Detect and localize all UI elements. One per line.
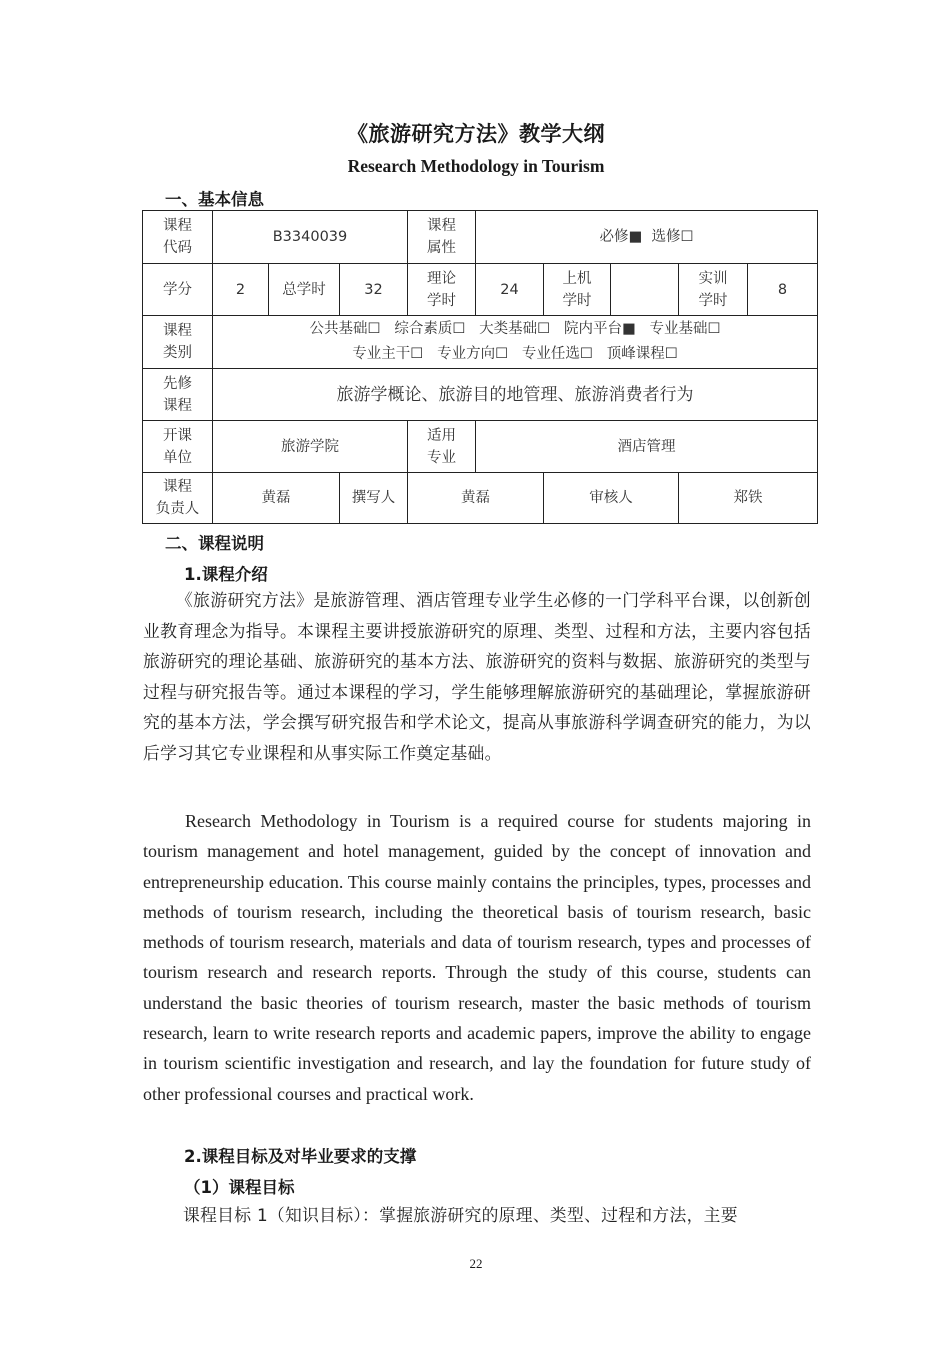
reviewer-value: 郑铁 (679, 473, 818, 524)
table-row (143, 316, 818, 369)
credit-label: 学分 (143, 264, 213, 316)
category-label: 课程 类别 (143, 316, 213, 369)
theory-hours-label: 理论 学时 (408, 264, 476, 316)
total-hours-label: 总学时 (269, 264, 340, 316)
writer-label: 撰写人 (340, 473, 408, 524)
major-label: 适用 专业 (408, 421, 476, 473)
table-row (143, 264, 818, 316)
practice-hours-label: 实训 学时 (679, 264, 748, 316)
page-number: 22 (469, 1256, 483, 1271)
course-nature-value: 必修■ 选修☐ (476, 211, 818, 264)
table-row (143, 211, 818, 264)
theory-hours-value: 24 (476, 264, 544, 316)
category-line-1: 公共基础☐ 综合素质☐ 大类基础☐ 院内平台■ 专业基础☐ (309, 321, 721, 337)
table-row (143, 369, 818, 421)
course-goal-1: 课程目标 1（知识目标）：掌握旅游研究的原理、类型、过程和方法，主要 (183, 1205, 738, 1225)
document-subtitle: Research Methodology in Tourism (347, 156, 605, 176)
reviewer-label: 审核人 (544, 473, 679, 524)
table-row (143, 421, 818, 473)
course-goals-heading: 2.课程目标及对毕业要求的支撑 (184, 1147, 417, 1166)
computer-hours-label: 上机 学时 (544, 264, 611, 316)
credit-value: 2 (213, 264, 269, 316)
course-code-value: B3340039 (213, 211, 408, 264)
department-label: 开课 单位 (143, 421, 213, 473)
category-value (213, 316, 818, 369)
course-intro-chinese: 《旅游研究方法》是旅游管理、酒店管理专业学生必修的一门学科平台课，以创新创业教育理念为指导。本课程主要讲授旅游研究的原理、类型、过程和方法，主要内容包括旅游研究的理论基础、旅游研究的基本方法、旅游研究的资料与数据、旅游研究的类型与过程与研究报告等。通过本课程的学习，学生能够理解旅游研究的基础理论，掌握旅游研究的基本方法，学会撰写研究报告和学术论文，提高从事旅游科学调查研究的能力，为以后学习其它专业课程和从事实际工作奠定基础。 (143, 590, 811, 763)
practice-hours-value: 8 (748, 264, 818, 316)
course-code-label: 课程 代码 (143, 211, 213, 264)
prerequisite-value: 旅游学概论、旅游目的地管理、旅游消费者行为 (213, 369, 818, 421)
owner-label: 课程 负责人 (143, 473, 213, 524)
computer-hours-value (611, 264, 679, 316)
course-intro-english: Research Methodology in Tourism is a required course for students majoring in tourism management and hotel management, guided by the concept of innovation and entrepreneurship education. This course mainly contains the principles, types, processes and methods of tourism research, including the theoretical basis of tourism research, basic methods of tourism research, materials and data of tourism research, types and processes of tourism research and research reports. Through the study of this course, students can understand the basic theories of tourism research, master the basic methods of tourism research, learn to write research reports and academic papers, improve the ability to engage in tourism scientific investigation and research, and lay the foundation for future study of other professional courses and practical work. (143, 811, 811, 1104)
course-goals-subheading: （1）课程目标 (184, 1178, 295, 1197)
basic-info-table (142, 210, 818, 524)
prerequisite-label: 先修 课程 (143, 369, 213, 421)
document-title: 《旅游研究方法》教学大纲 (347, 122, 605, 146)
owner-value: 黄磊 (213, 473, 340, 524)
section-basic-info-heading: 一、基本信息 (165, 190, 264, 209)
department-value: 旅游学院 (213, 421, 408, 473)
major-value: 酒店管理 (476, 421, 818, 473)
section-course-description-heading: 二、课程说明 (165, 534, 264, 553)
course-intro-heading: 1.课程介绍 (184, 565, 268, 584)
course-nature-label: 课程 属性 (408, 211, 476, 264)
writer-value: 黄磊 (408, 473, 544, 524)
table-row (143, 473, 818, 524)
category-line-2: 专业主干☐ 专业方向☐ 专业任选☐ 顶峰课程☐ (352, 346, 678, 362)
total-hours-value: 32 (340, 264, 408, 316)
